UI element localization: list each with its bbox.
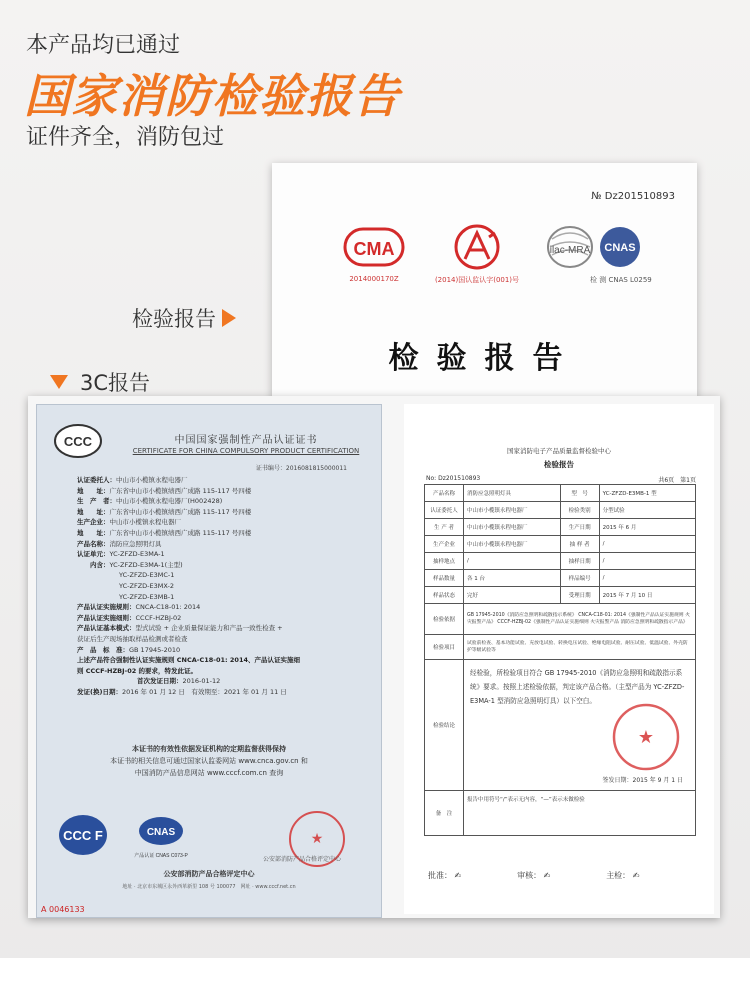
headline: 国家消防检验报告 — [24, 69, 400, 123]
table-row: 检验结论 经检验，所检验项目符合 GB 17945-2010《消防应急照明和疏散指示系统》要求。按照上述检验依据，判定该产品合格。（主型产品为 YC-ZFZD-E3MA-1 型消防应急照明灯具）以下空白。 ★ 签发日期：2015 年 9 月 1 日 — [425, 660, 696, 791]
review-label: 审核： — [517, 871, 542, 880]
cnas-icon — [594, 223, 646, 271]
certificate-field: 生 产 者：中山市小榄镇永程电器厂(H002428) — [77, 497, 223, 506]
report-number: No: Dz201510893 — [426, 475, 481, 482]
certificate-notice — [37, 743, 381, 779]
svg-text:CNAS: CNAS — [146, 827, 176, 838]
report-cover — [272, 163, 697, 398]
certificate-field: 产品认证实施细则：CCCF-HZBJ-02 — [77, 613, 182, 622]
report-page: 共6页 第1页 — [658, 477, 696, 484]
certificate-issuer: 公安部消防产品合格评定中心 — [163, 870, 255, 878]
certificate-field: 认证单元：YC-ZFZD-E3MA-1 — [77, 550, 165, 559]
cma-icon — [341, 223, 407, 271]
report-center: 国家消防电子产品质量监督检验中心 — [507, 447, 611, 455]
table-row: 生产企业 中山市小榄镇永程电器厂 抽 样 者 / — [425, 536, 696, 553]
certificate-field: 上述产品符合强制性认证实施规则 CNCA-C18-01: 2014、产品认证实施细 — [77, 656, 300, 665]
certificate-field: 则 CCCF-HZBJ-02 的要求，特发此证。 — [77, 666, 198, 675]
subline: 证件齐全，消防包过 — [26, 125, 225, 150]
notice-line: 本证书的相关信息可通过国家认监委网站 www.cnca.gov.cn 和 — [110, 757, 308, 765]
certificate-field: 产品名称：消防应急照明灯具 — [77, 539, 162, 548]
notice-line: 中国消防产品信息网站 www.cccf.com.cn 查询 — [134, 769, 284, 777]
certificate-serial: A 0046133 — [41, 905, 85, 914]
certificate-seals-graphic — [57, 809, 357, 869]
table-row: 备 注 报告中用符号“/”表示无内容，“—”表示未做检验 — [425, 791, 696, 836]
certificate-title-cn: 中国国家强制性产品认证证书 — [174, 435, 318, 446]
cal-caption: (2014)国认监认字(001)号 — [434, 276, 520, 284]
svg-text:CCC: CCC — [63, 434, 93, 449]
sign-date: 签发日期：2015 年 9 月 1 日 — [602, 777, 683, 784]
conclusion-text: 经检验，所检验项目符合 GB 17945-2010《消防应急照明和疏散指示系统》要求。按照上述检验依据，判定该产品合格。（主型产品为 YC-ZFZD-E3MA-1 型消防应急照明灯具）以下空白。 — [470, 669, 685, 705]
table-row: 认证委托人 中山市小榄镇永程电器厂 检验类别 分型试验 — [425, 502, 696, 519]
inspection-report-label — [132, 303, 236, 333]
table-row: 检验依据 GB 17945-2010《消防应急照明和疏散指示系统》 CNCA-C18-01: 2014《强制性产品认证实施规则 火灾报警产品》 CCCF-HZBJ-02《强制性产品认证实施细则 火灾报警产品 消防应急照明和疏散指示产品》 — [425, 604, 696, 635]
svg-text:★: ★ — [637, 727, 655, 747]
cnas-caption: 检 测 CNAS L0259 — [590, 276, 652, 284]
inspection-report-label-text: 检验报告 — [132, 307, 216, 331]
table-row: 产品名称 消防应急照明灯具 型 号 YC-ZFZD-E3MB-1 型 — [425, 485, 696, 502]
svg-text:CNAS: CNAS — [604, 242, 636, 254]
table-row: 生 产 者 中山市小榄镇永程电器厂 生产日期 2015 年 6 月 — [425, 519, 696, 536]
certificate-seals — [57, 809, 357, 873]
ccc-f-mark: CCC F — [63, 828, 103, 843]
certificate-field: 发证(换)日期：2016 年 01 月 12 日 有效期至：2021 年 01 月 11 日 — [77, 687, 287, 696]
table-row: 抽样地点 / 抽样日期 / — [425, 553, 696, 570]
certificate-field: 产品认证实施规则：CNCA-C18-01: 2014 — [77, 603, 201, 612]
certificate-field: 认证委托人：中山市小榄镇永程电器厂 — [77, 476, 188, 484]
ccc-report-label-text: 3C报告 — [80, 371, 151, 395]
cnas-cert-caption: 产品认证 CNAS C073-P — [134, 853, 188, 859]
review-signature: ✍ — [543, 871, 551, 880]
inspection-report-page — [404, 404, 714, 914]
certificate-address: 地址 · 北京市东城区永外西革新里 108 号 100077 网址 · www.cccf.net.cn — [122, 884, 296, 890]
certificate-field: 地 址：广东省中山市小榄镇绩西广成路 115-117 号四楼 — [77, 486, 252, 495]
certificate-field: 生产企业：中山市小榄镇永程电器厂 — [77, 518, 181, 527]
certificate-field: YC-ZFZD-E3MX-2 — [119, 581, 174, 590]
certificate-field: YC-ZFZD-E3MC-1 — [119, 571, 175, 580]
certificate-field: 地 址：广东省中山市小榄镇绩西广成路 115-117 号四楼 — [77, 507, 252, 516]
cover-title: 检验报告 — [388, 341, 581, 376]
certificate-field: 首次发证日期：2016-01-12 — [137, 677, 221, 686]
inspector-label: 主检： — [606, 871, 631, 880]
table-row: 检验项目 试验前检查、基本功能试验、充放电试验、转换电压试验、绝缘电阻试验、耐压试验、低温试验、外壳防护等级试验等 — [425, 635, 696, 660]
ccc-certificate — [36, 404, 382, 918]
approve-label: 批准： — [428, 871, 452, 880]
bottom-band — [0, 958, 750, 984]
certificate-field: 内含：YC-ZFZD-E3MA-1(主型) — [77, 560, 183, 569]
cma-logo — [334, 223, 414, 283]
certificate-number: 证书编号：2016081815000011 — [255, 465, 347, 472]
arrow-down-icon — [50, 375, 68, 389]
report-stamp — [611, 702, 681, 772]
inspector-signature: ✍ — [632, 871, 640, 880]
arrow-right-icon — [222, 309, 236, 327]
certificate-title-en: CERTIFICATE FOR CHINA COMPULSORY PRODUCT CERTIFICATION — [132, 447, 360, 455]
ccc-report-label — [50, 367, 150, 397]
cnas-logo — [590, 223, 650, 285]
intro-text: 本产品均已通过 — [26, 33, 181, 58]
notice-line: 本证书的有效性依据发证机构的定期监督获得保持 — [132, 745, 286, 753]
certificate-fields — [77, 475, 367, 697]
svg-text:ilac-MRA: ilac-MRA — [549, 245, 591, 256]
approve-signature: ✍ — [454, 871, 462, 880]
certificate-field: 地 址：广东省中山市小榄镇绩西广成路 115-117 号四楼 — [77, 528, 252, 537]
stamp-text: 公安部消防产品合格评定中心 — [263, 857, 342, 863]
cma-caption: 2014000170Z — [349, 275, 399, 283]
signature-row — [428, 870, 673, 881]
certificate-field: YC-ZFZD-E3MB-1 — [119, 592, 175, 601]
report-table — [424, 484, 696, 836]
cal-icon — [449, 223, 505, 271]
cal-logo — [422, 223, 532, 285]
table-row: 样品数量 各 1 台 样品编号 / — [425, 570, 696, 587]
svg-text:★: ★ — [310, 830, 324, 846]
certificate-field: 获证后生产现场抽取样品检测或者检查 — [77, 634, 188, 643]
cover-number: № Dz201510893 — [591, 191, 675, 202]
table-row: 样品状态 完好 受理日期 2015 年 7 月 10 日 — [425, 587, 696, 604]
certificate-field: 产 品 标 准：GB 17945-2010 — [77, 645, 181, 654]
certificate-field: 产品认证基本模式：型式试验 + 企业质量保证能力和产品一致性检查 + — [77, 624, 283, 633]
svg-text:CMA: CMA — [353, 239, 395, 259]
ccc-icon — [53, 423, 103, 459]
report-heading: 检验报告 — [544, 460, 574, 469]
